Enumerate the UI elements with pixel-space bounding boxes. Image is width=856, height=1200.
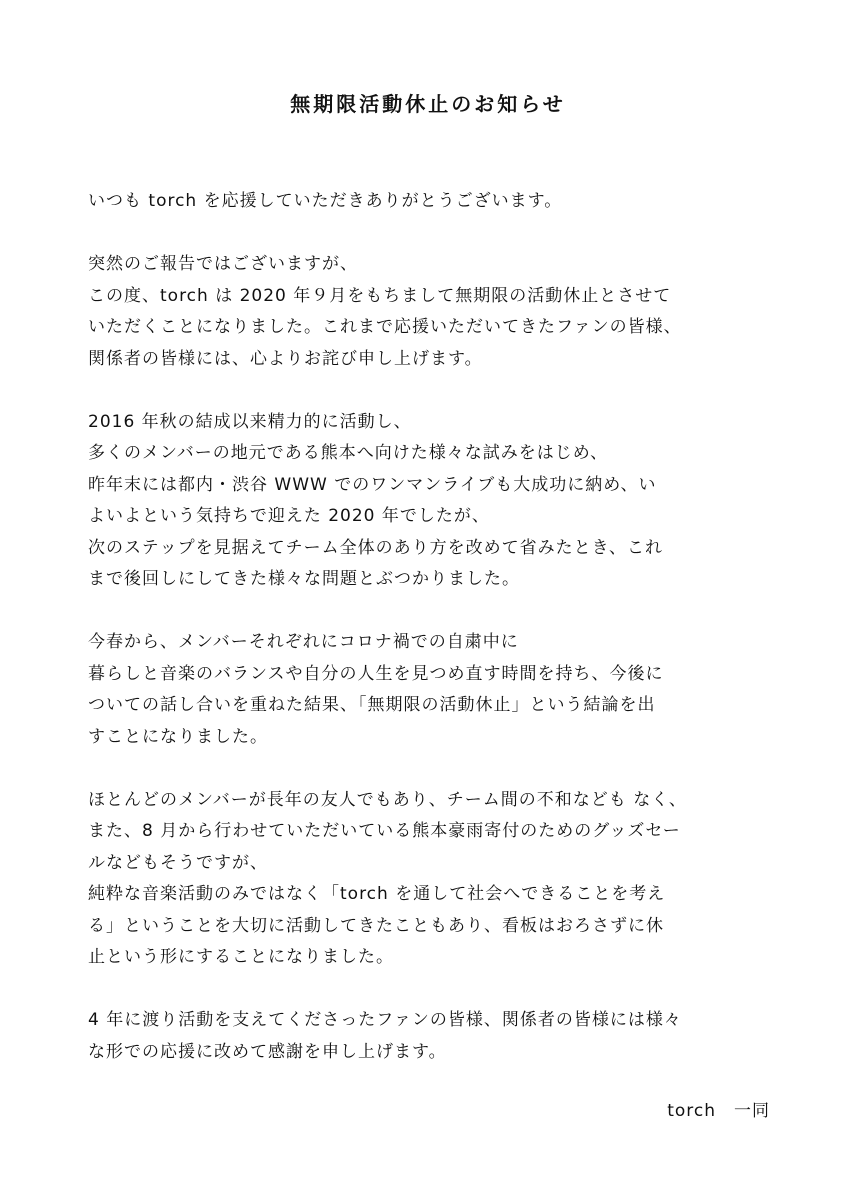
paragraph-history <box>88 407 768 596</box>
text-line: 昨年末には都内・渋谷 WWW でのワンマンライブも大成功に納め、い <box>88 474 657 495</box>
paragraph-gap <box>88 596 768 628</box>
text-line: 暮らしと音楽のバランスや自分の人生を見つめ直す時間を持ち、今後に <box>88 663 664 684</box>
text-line: ついての話し合いを重ねた結果、「無期限の活動休止」という結論を出 <box>88 695 656 715</box>
text-line: 突然のご報告ではございますが、 <box>88 254 358 274</box>
paragraph-report <box>88 249 768 375</box>
text-line: また、8 月から行わせていただいている熊本豪雨寄付のためのグッズセー <box>88 821 681 841</box>
text-line: な形での応援に改めて感謝を申し上げます。 <box>88 1041 447 1062</box>
text-line: 今春から、メンバーそれぞれにコロナ禍での自粛中に <box>88 632 519 652</box>
text-line: 純粋な音楽活動のみではなく「torch を通して社会へできることを考え <box>88 884 666 904</box>
text-line: ほとんどのメンバーが長年の友人でもあり、チーム間の不和なども なく、 <box>88 789 687 810</box>
text-line: すことになりました。 <box>88 726 268 747</box>
text-line: 多くのメンバーの地元である熊本へ向けた様々な試みをはじめ、 <box>88 443 609 463</box>
text-line: ルなどもそうですが、 <box>88 852 268 873</box>
text-line: 2016 年秋の結成以来精力的に活動し、 <box>88 411 412 432</box>
page-title: 無期限活動休止のお知らせ <box>290 92 566 116</box>
text-line: よいよという気持ちで迎えた 2020 年でしたが、 <box>88 506 490 526</box>
text-line: いつも torch を応援していただきありがとうございます。 <box>88 191 563 211</box>
paragraph-greeting <box>88 186 768 218</box>
paragraph-gap <box>88 218 768 250</box>
text-line: いただくことになりました。これまで応援いただいてきたファンの皆様、 <box>88 317 682 337</box>
paragraph-gap <box>88 753 768 785</box>
text-line: 4 年に渡り活動を支えてくださったファンの皆様、関係者の皆様には様々 <box>88 1010 682 1030</box>
paragraph-decision <box>88 627 768 753</box>
text-line: 次のステップを見据えてチーム全体のあり方を改めて省みたとき、これ <box>88 537 663 558</box>
paragraph-gap <box>88 974 768 1006</box>
text-line: 止という形にすることになりました。 <box>88 947 394 967</box>
paragraph-thanks <box>88 1005 768 1068</box>
announcement-body <box>88 186 768 1068</box>
paragraph-reason <box>88 785 768 974</box>
paragraph-gap <box>88 375 768 407</box>
text-line: る」ということを大切に活動してきたこともあり、看板はおろさずに休 <box>88 915 664 936</box>
text-line: 関係者の皆様には、心よりお詫び申し上げます。 <box>88 348 483 369</box>
text-line: まで後回しにしてきた様々な問題とぶつかりました。 <box>88 569 520 589</box>
signature: torch 一同 <box>667 1101 770 1121</box>
text-line: この度、torch は 2020 年９月をもちまして無期限の活動休止とさせて <box>88 285 672 306</box>
